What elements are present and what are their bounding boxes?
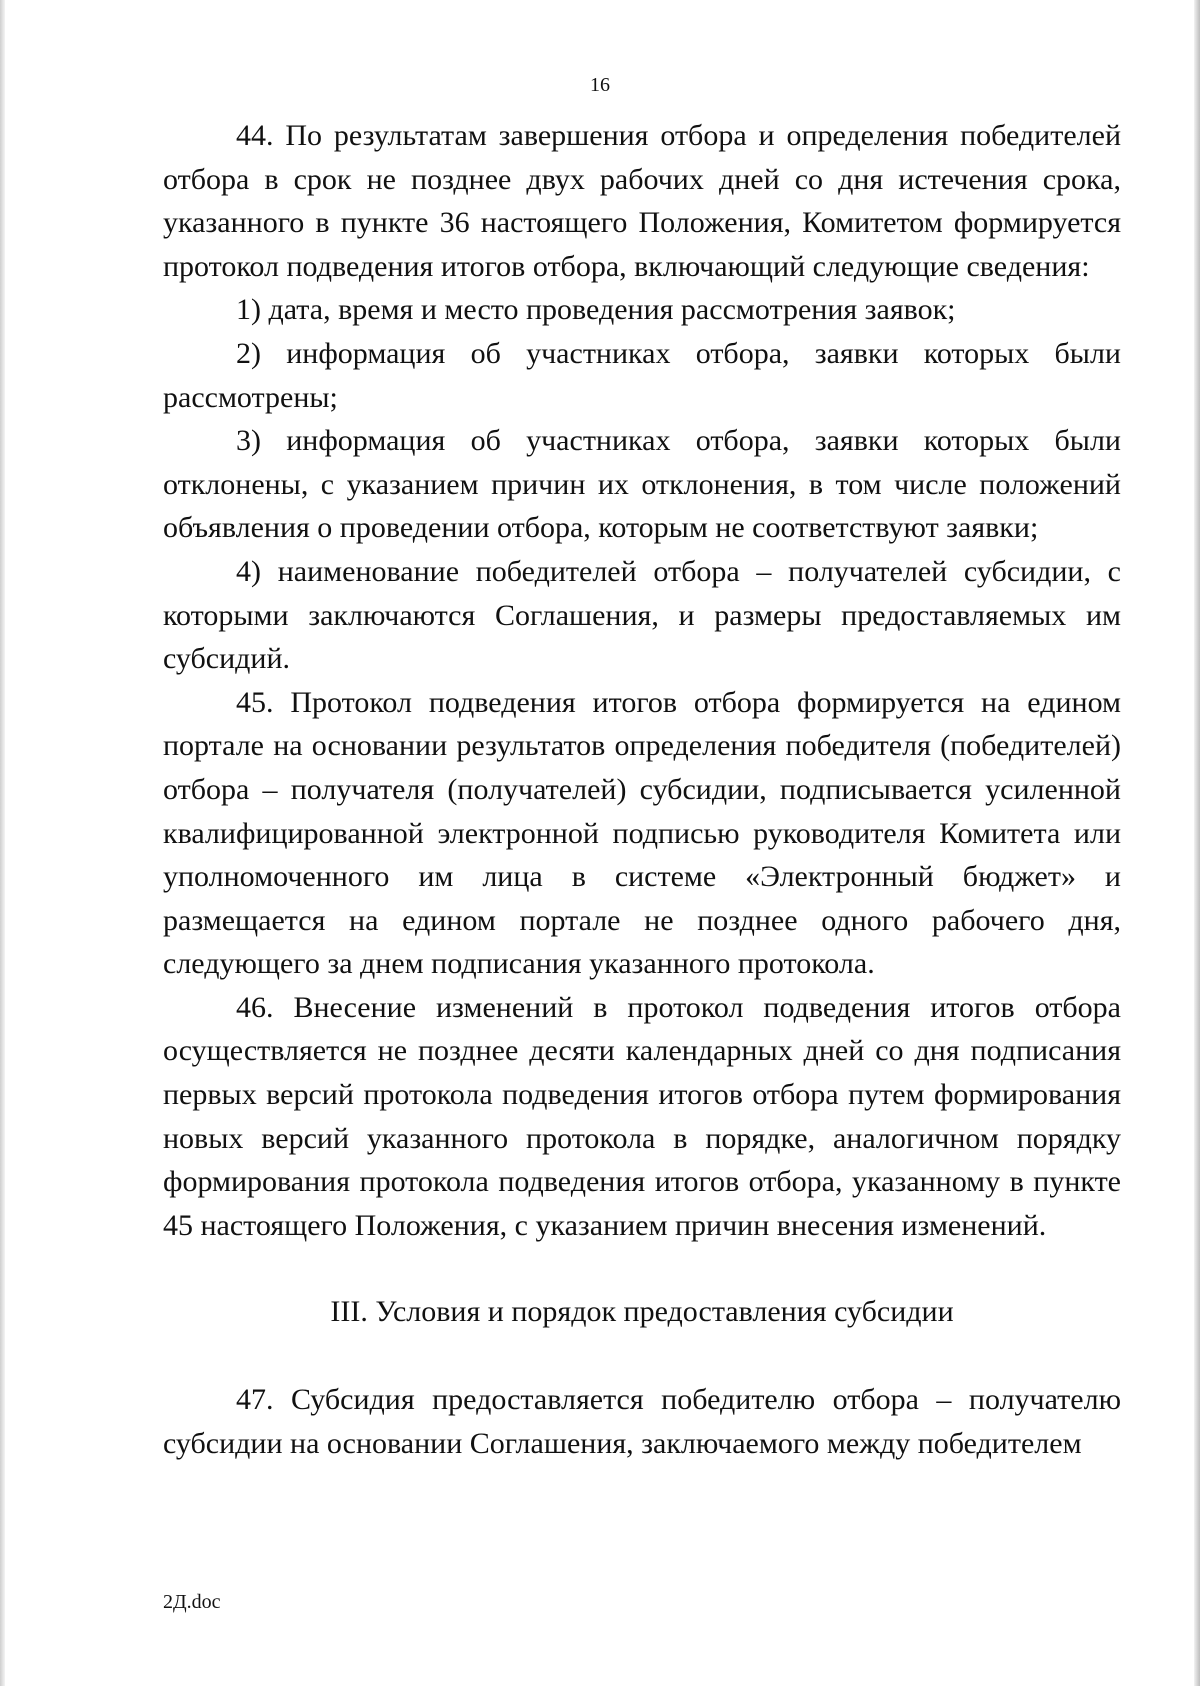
paragraph-45: 45. Протокол подведения итогов отбора формируется на едином портале на основании результатов определения победителя (победителей) отбора – получателя (получателей) субсидии, подписывается усиленной квалифицированной электронной подписью руководителя Комитета или уполномоченного им лица в системе «Электронный бюджет» и размещается на едином портале не позднее одного рабочего дня, следующего за днем подписания указанного протокола. <box>163 685 1121 981</box>
list-item-3: 3) информация об участниках отбора, заявки которых были отклонены, с указанием причин их отклонения, в том числе положений объявления о проведении отбора, которым не соответствуют заявки; <box>163 424 1121 545</box>
scan-edge-left <box>0 0 5 1686</box>
paragraph-47: 47. Субсидия предоставляется победителю отбора – получателю субсидии на основании Соглашения, заключаемого между победителем <box>163 1383 1121 1460</box>
footer-filename: 2Д.doc <box>163 1591 221 1613</box>
scan-edge-right <box>1194 0 1200 1686</box>
list-item-4: 4) наименование победителей отбора – получателей субсидии, с которыми заключаются Соглашения, и размеры предоставляемых им субсидий. <box>163 554 1121 676</box>
paragraph-46: 46. Внесение изменений в протокол подведения итогов отбора осуществляется не позднее десяти календарных дней со дня подписания первых версий протокола подведения итогов отбора путем формирования новых версий указанного протокола в порядке, аналогичном порядку формирования протокола подведения итогов отбора, указанному в пункте 45 настоящего Положения, с указанием причин внесения изменений. <box>163 990 1121 1242</box>
section-heading: III. Условия и порядок предоставления субсидии <box>330 1295 954 1329</box>
page-number: 16 <box>590 74 610 96</box>
paragraph-44: 44. По результатам завершения отбора и определения победителей отбора в срок не позднее двух рабочих дней со дня истечения срока, указанного в пункте 36 настоящего Положения, Комитетом формируется протокол подведения итогов отбора, включающий следующие сведения: <box>163 119 1121 283</box>
list-item-2: 2) информация об участниках отбора, заявки которых были рассмотрены; <box>163 336 1121 414</box>
document-body <box>163 114 1121 1465</box>
list-item-1: 1) дата, время и место проведения рассмотрения заявок; <box>236 293 956 327</box>
